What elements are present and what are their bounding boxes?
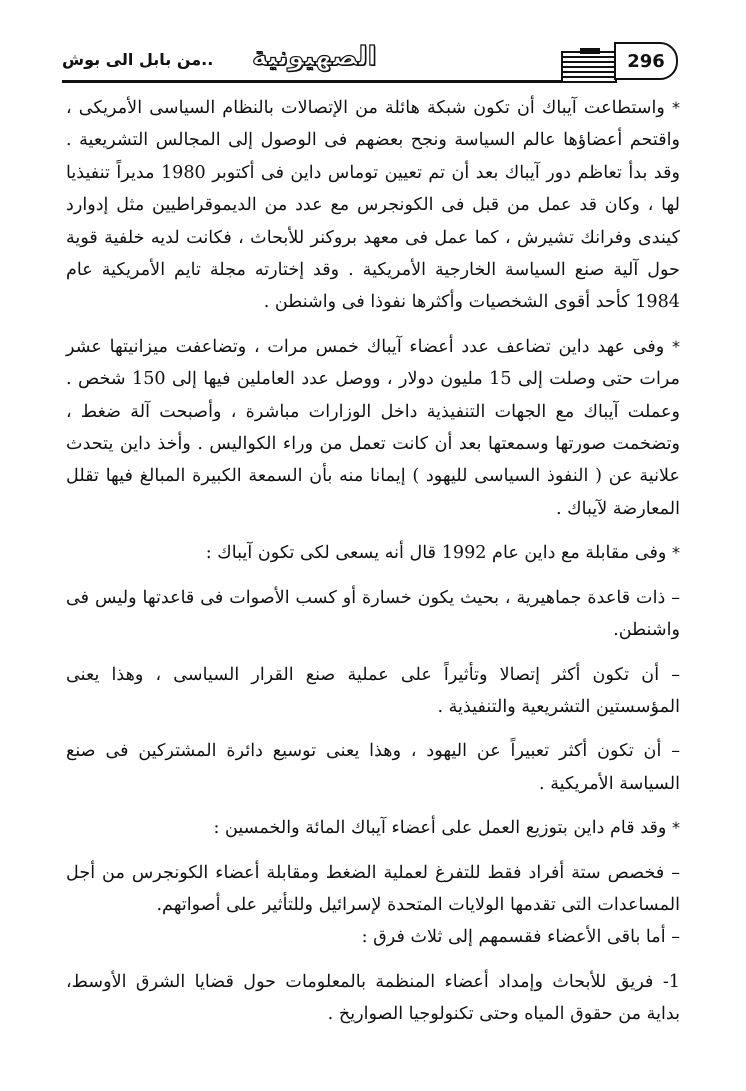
list-item-4: – فخصص ستة أفراد فقط للتفرغ لعملية الضغط ومقابلة أعضاء الكونجرس من أجل المساعدات التى تقدمها الولايات المتحدة لإسرائيل وللتأثير على أصواتهم. xyxy=(66,862,680,915)
paragraph-2: * وفى عهد داين تضاعف عدد أعضاء آيباك خمس مرات ، وتضاعفت ميزانيتها عشر مرات حتى وصلت إلى 15 مليون دولار ، ووصل عدد العاملين فيها إلى 150 شخص . وعملت آيباك مع الجهات التنفيذية داخل الوزارات مباشرة ، وأصبحت آلة ضغط ، وتضخمت صورتها وسمعتها بعد أن كانت تعمل من وراء الكواليس . وأخذ داين يتحدث علانية عن ( النفوذ السياسى لليهود ) إيمانا منه بأن السمعة الكبيرة المبالغ فيها تقلل المعارضة لآيباك . xyxy=(66,336,680,519)
list-item-5: – أما باقى الأعضاء فقسمهم إلى ثلاث فرق : xyxy=(361,927,680,948)
paragraph-3: * وفى مقابلة مع داين عام 1992 قال أنه يسعى لكى تكون آيباك : xyxy=(205,543,680,564)
book-stack-icon xyxy=(560,46,620,86)
dash-marker: – xyxy=(671,741,681,762)
dash-marker: – xyxy=(671,862,680,883)
asterisk-bullet-icon: * xyxy=(672,336,680,356)
dash-marker: – xyxy=(671,587,680,608)
asterisk-bullet-icon: * xyxy=(672,818,680,838)
list-item-3: – أن تكون أكثر تعبيراً عن اليهود ، وهذا يعنى توسيع دائرة المشتركين فى صنع السياسة الأمريكية . xyxy=(66,741,681,794)
header-title: الصهيونية xyxy=(252,42,377,72)
header-subtitle: ..من بابل الى بوش xyxy=(62,50,214,69)
paragraph-4: * وقد قام داين بتوزيع العمل على أعضاء آيباك المائة والخمسين : xyxy=(213,818,680,839)
paragraph-1: * واستطاعت آيباك أن تكون شبكة هائلة من الإتصالات بالنظام السياسى الأمريكى ، واقتحم أعضاؤها عالم السياسة ونجح بعضهم فى الوصول إلى المجالس التشريعية . وقد بدأ تعاظم دور آيباك بعد أن تم تعيين توماس داين فى أكتوبر 1980 مديراً تنفيذيا لها ، وكان قد عمل من قبل فى الكونجرس مع عدد من الديموقراطيين مثل إدوارد كيندى وفرانك تشيرش ، كما عمل فى معهد بروكنر للأبحاث ، فكانت لديه خلفية قوية حول آلية صنع السياسة الخارجية الأمريكية . وقد إختارته مجلة تايم الأمريكية عام 1984 كأحد أقوى الشخصيات وأكثرها نفوذا فى واشنطن . xyxy=(66,98,681,313)
number-marker: 1- xyxy=(662,971,680,992)
numbered-item-1: 1- فريق للأبحاث وإمداد أعضاء المنظمة بالمعلومات حول قضايا الشرق الأوسط، بداية من حقوق المياه وحتى تكنولوجيا الصواريخ . xyxy=(66,971,680,1025)
running-header xyxy=(62,36,682,88)
list-item-1: – ذات قاعدة جماهيرية ، بحيث يكون خسارة أو كسب الأصوات فى قاعدتها وليس فى واشنطن. xyxy=(66,587,680,641)
header-rule xyxy=(62,80,586,83)
page-body xyxy=(66,92,680,1031)
page-number: 296 xyxy=(614,42,678,80)
dash-marker: – xyxy=(671,927,680,948)
list-item-2: – أن تكون أكثر إتصالا وتأثيراً على عملية صنع القرار السياسى ، وهذا يعنى المؤسستين التشريعية والتنفيذية . xyxy=(66,664,681,717)
asterisk-bullet-icon: * xyxy=(672,543,680,563)
asterisk-bullet-icon: * xyxy=(672,98,681,117)
dash-marker: – xyxy=(671,664,681,685)
